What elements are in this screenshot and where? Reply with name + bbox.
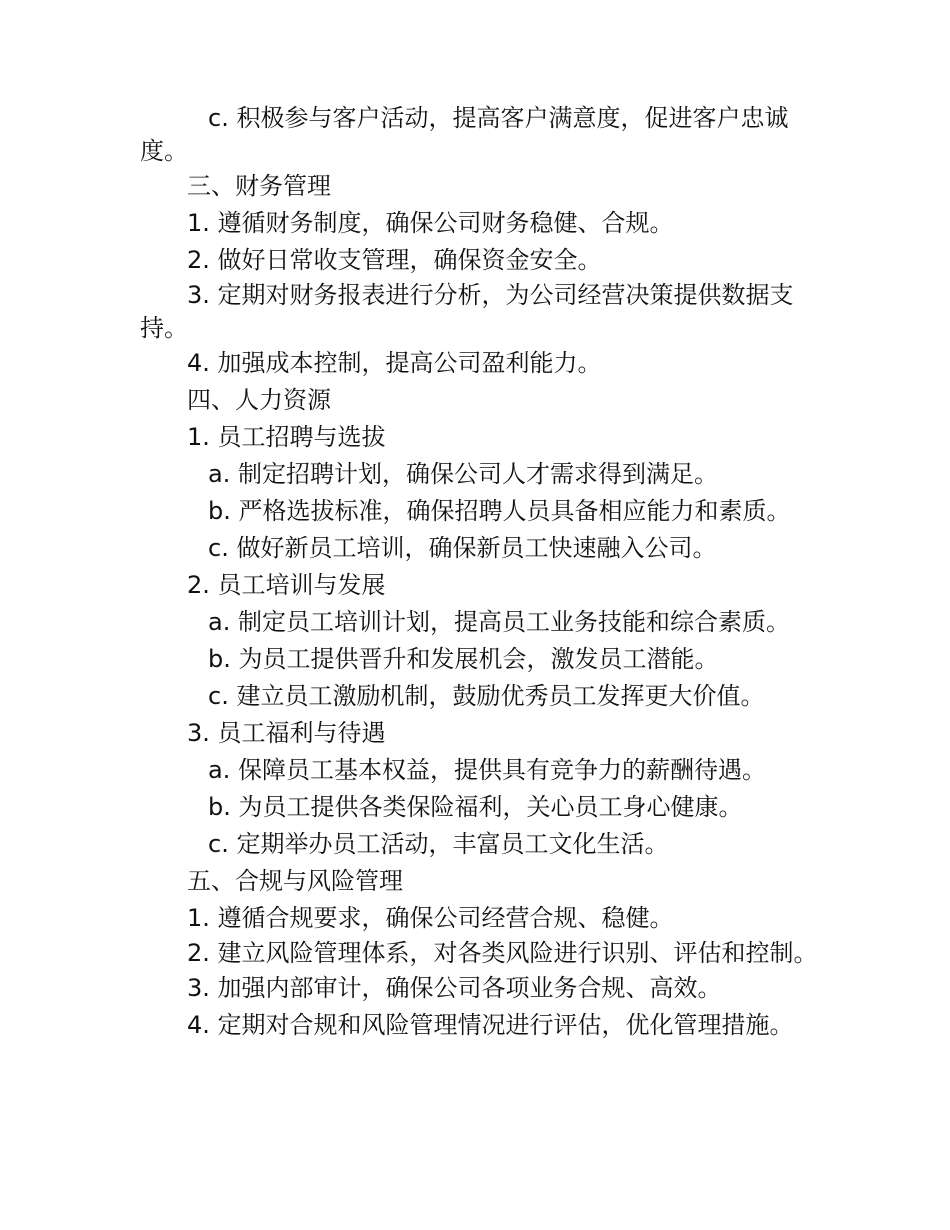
subsection-heading: 3. 员工福利与待遇 [187,719,386,747]
list-item: 3. 定期对财务报表进行分析，为公司经营决策提供数据支持。 [140,281,794,342]
section-heading: 三、财务管理 [187,172,331,200]
subsection-heading: 1. 员工招聘与选拔 [187,423,386,451]
list-item: 1. 遵循合规要求，确保公司经营合规、稳健。 [187,904,674,932]
subsection-heading: 2. 员工培训与发展 [187,571,386,599]
list-item: 2. 建立风险管理体系，对各类风险进行识别、评估和控制。 [187,939,818,967]
list-item: 4. 加强成本控制，提高公司盈利能力。 [187,349,602,377]
list-item: a. 制定招聘计划，确保公司人才需求得到满足。 [208,460,718,488]
list-item: c. 建立员工激励机制，鼓励优秀员工发挥更大价值。 [208,682,765,710]
list-item: 1. 遵循财务制度，确保公司财务稳健、合规。 [187,209,674,237]
list-item: b. 为员工提供晋升和发展机会，激发员工潜能。 [208,645,719,673]
list-item: c. 定期举办员工活动，丰富员工文化生活。 [208,830,669,858]
document-body [140,102,820,1044]
list-item: 3. 加强内部审计，确保公司各项业务合规、高效。 [187,974,722,1002]
list-item: a. 制定员工培训计划，提高员工业务技能和综合素质。 [208,608,790,636]
list-item: c. 积极参与客户活动，提高客户满意度，促进客户忠诚度。 [140,104,789,165]
list-item: c. 做好新员工培训，确保新员工快速融入公司。 [208,534,717,562]
list-item: b. 为员工提供各类保险福利，关心员工身心健康。 [208,793,743,821]
section-heading: 四、人力资源 [187,386,331,414]
list-item: 2. 做好日常收支管理，确保资金安全。 [187,246,602,274]
list-item: a. 保障员工基本权益，提供具有竞争力的薪酬待遇。 [208,756,766,784]
list-item: 4. 定期对合规和风险管理情况进行评估，优化管理措施。 [187,1011,794,1039]
section-heading: 五、合规与风险管理 [187,867,403,895]
list-item: b. 严格选拔标准，确保招聘人员具备相应能力和素质。 [208,497,791,525]
